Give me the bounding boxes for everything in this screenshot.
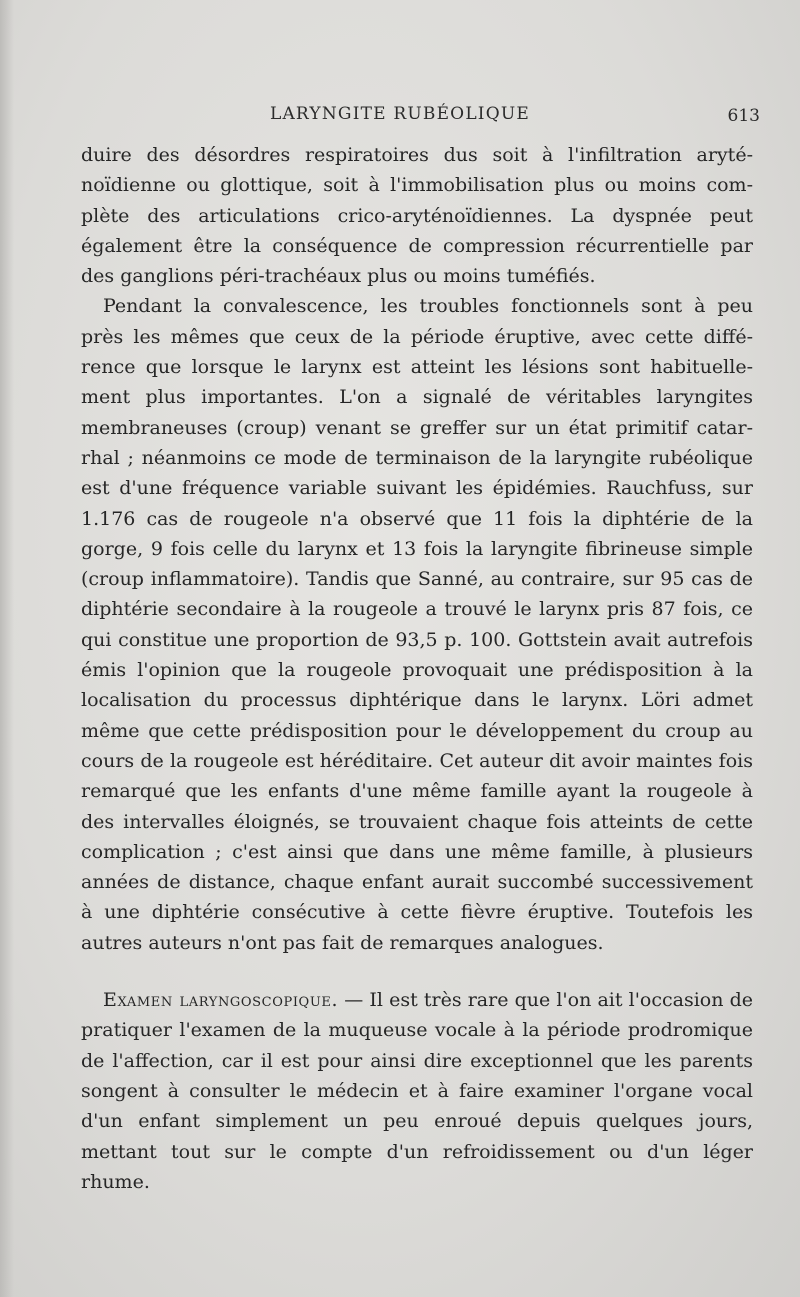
running-header [80,104,760,130]
paragraph-continuation: duire des désordres respiratoires dus soit à l'infiltration aryténoïdienne ou glottique, soit à l'immobilisation plus ou moins complète des articulations crico-aryténoïdiennes. La dyspnée peut également être la conséquence de compression récurrentielle par des ganglions péri-trachéaux plus ou moins tuméfiés. [81,144,753,288]
running-title: LARYNGITE RUBÉOLIQUE [269,104,531,124]
section-text: — Il est très rare que l'on ait l'occasion de pratiquer l'examen de la muqueuse vocale à la période prodromique de l'affection, car il est pour ainsi dire exceptionnel que les parents songent à consulter le médecin et à faire examiner l'organe vocal d'un enfant simplement un peu enroué depuis quelques jours, mettant tout sur le compte d'un refroidissement ou d'un léger rhume. [81,989,754,1193]
paragraph-examen [81,985,753,1197]
page-gutter-shadow [0,0,14,1297]
page-number: 613 [727,106,760,126]
section-heading: Examen laryngoscopique. [103,989,339,1012]
body-text [81,140,753,1197]
paragraph-convalescence: Pendant la convalescence, les troubles fonctionnels sont à peu près les mêmes que ceux de la période éruptive, avec cette différence que lorsque le larynx est atteint les lésions sont habituellement plus importantes. L'on a signalé de véritables laryngites membraneuses (croup) venant se greffer sur un état primitif catarrhal ; néanmoins ce mode de terminaison de la laryngite rubéolique est d'une fréquence variable suivant les épidémies. Rauchfuss, sur 1.176 cas de rougeole n'a observé que 11 fois la diphtérie de la gorge, 9 fois celle du larynx et 13 fois la laryngite fibrineuse simple (croup inflammatoire). Tandis que Sanné, au contraire, sur 95 cas de diphtérie secondaire à la rougeole a trouvé le larynx pris 87 fois, ce qui constitue une proportion de 93,5 p. 100. Gottstein avait autrefois émis l'opinion que la rougeole provoquait une prédisposition à la localisation du processus diphtérique dans le larynx. Löri admet même que cette prédisposition pour le développement du croup au cours de la rougeole est héréditaire. Cet auteur dit avoir maintes fois remarqué que les enfants d'une même famille ayant la rougeole à des intervalles éloignés, se trouvaient chaque fois atteints de cette complication ; c'est ainsi que dans une même famille, à plusieurs années de distance, chaque enfant aurait succombé successivement à une diphtérie consécutive à cette fièvre éruptive. Toutefois les autres auteurs n'ont pas fait de remarques analogues. [81,295,753,954]
